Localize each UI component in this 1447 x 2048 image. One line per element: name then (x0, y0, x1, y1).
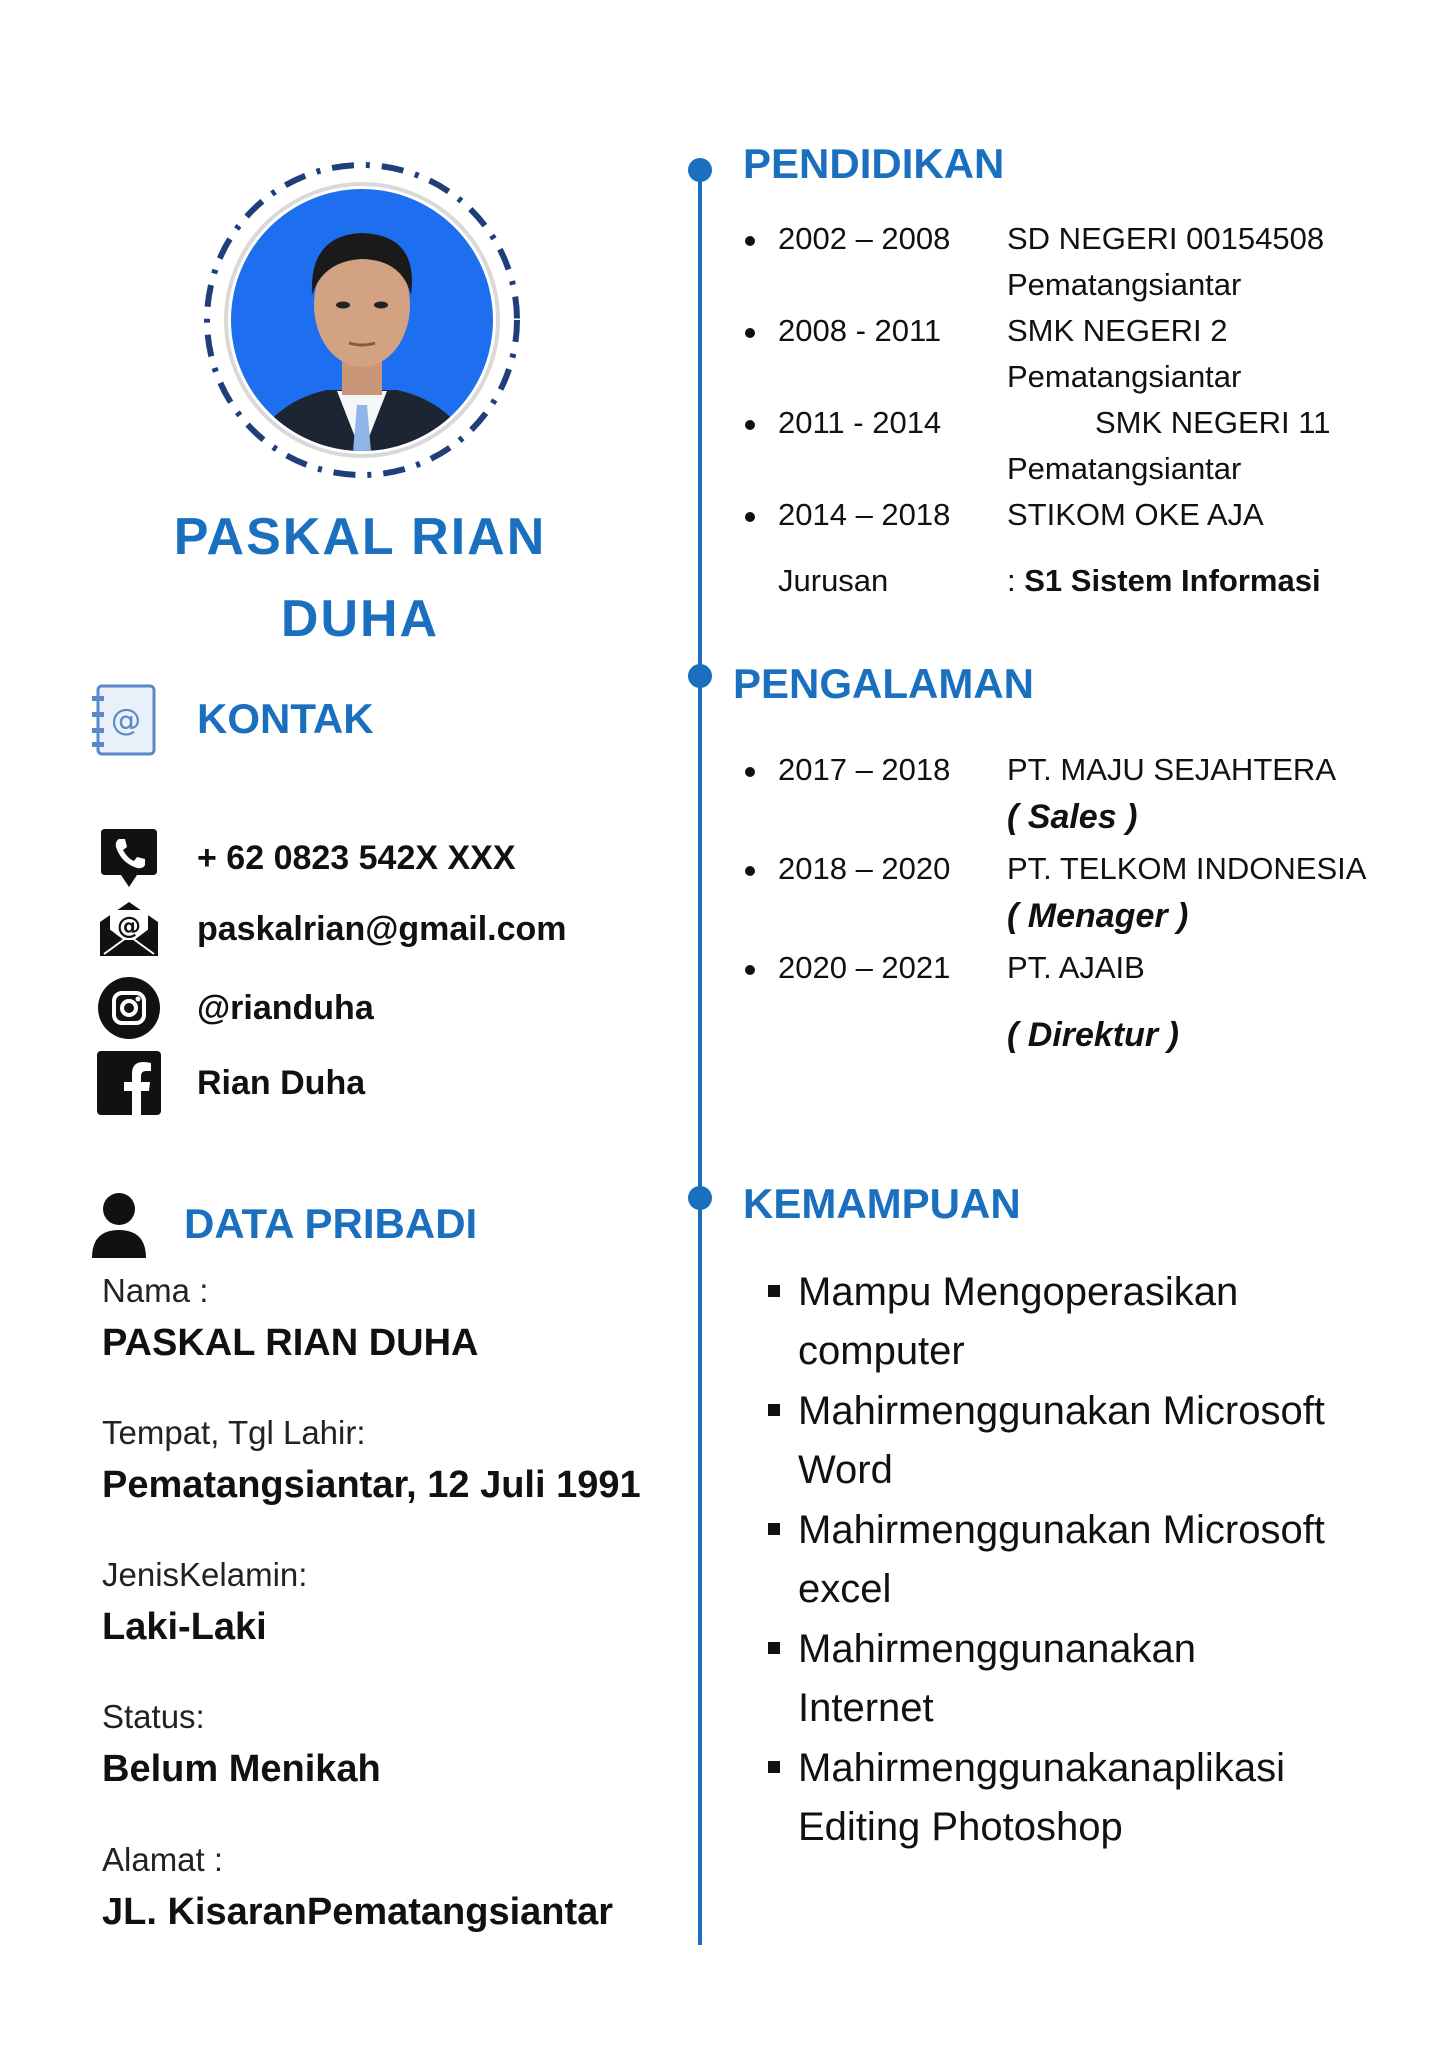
jurusan-label: Jurusan (778, 563, 889, 598)
svg-text:@: @ (117, 912, 141, 940)
skill-item-2 (798, 1382, 1398, 1500)
dp-value-alamat: JL. KisaranPematangsiantar (102, 1891, 614, 1933)
timeline-dot-kemampuan (688, 1186, 712, 1210)
address-book-icon (88, 682, 160, 763)
pengalaman-years-2: 2018 – 2020 (778, 851, 951, 886)
phone-text[interactable]: + 62 0823 542X XXX (197, 838, 516, 877)
skill-4-line2: Internet (798, 1686, 934, 1730)
pengalaman-bullet-3 (745, 965, 755, 975)
person-icon (90, 1192, 148, 1265)
skill-bullet-3 (768, 1523, 780, 1535)
pendidikan-bullet-2 (745, 328, 755, 338)
pendidikan-years-2: 2008 - 2011 (778, 313, 942, 348)
pengalaman-bullet-1 (745, 767, 755, 777)
kemampuan-title: KEMAMPUAN (743, 1180, 1021, 1227)
pengalaman-years-3: 2020 – 2021 (778, 950, 951, 985)
skill-5-line1: Mahirmenggunakanaplikasi (798, 1746, 1285, 1790)
jurusan-value: S1 Sistem Informasi (1024, 563, 1321, 598)
pengalaman-years-1: 2017 – 2018 (778, 752, 951, 787)
dp-value-jk: Laki-Laki (102, 1606, 267, 1648)
pendidikan-bullet-3 (745, 420, 755, 430)
instagram-icon (96, 975, 162, 1041)
skill-2-line1: Mahirmenggunakan Microsoft (798, 1389, 1325, 1433)
dp-label-jk: JenisKelamin: (102, 1556, 308, 1593)
pendidikan-years-4: 2014 – 2018 (778, 497, 951, 532)
facebook-row (96, 1048, 366, 1118)
pengalaman-role-3: ( Direktur ) (1007, 1016, 1179, 1054)
pendidikan-school-2: SMK NEGERI 2 (1007, 313, 1228, 348)
pengalaman-role-2: ( Menager ) (1007, 897, 1189, 935)
email-row (96, 894, 567, 964)
skill-3-line2: excel (798, 1567, 892, 1611)
pendidikan-years-3: 2011 - 2014 (778, 405, 942, 440)
dp-label-status: Status: (102, 1698, 205, 1735)
phone-row (96, 823, 516, 893)
pendidikan-years-1: 2002 – 2008 (778, 221, 951, 256)
skill-bullet-1 (768, 1285, 780, 1297)
instagram-row (96, 973, 374, 1043)
pendidikan-school-2b: Pematangsiantar (1007, 359, 1242, 394)
skill-item-3 (798, 1501, 1398, 1619)
dp-value-ttl: Pematangsiantar, 12 Juli 1991 (102, 1464, 641, 1506)
data-pribadi-title: DATA PRIBADI (184, 1200, 478, 1247)
skill-1-line1: Mampu Mengoperasikan (798, 1270, 1239, 1314)
dp-label-alamat: Alamat : (102, 1841, 224, 1878)
skill-3-line1: Mahirmenggunakan Microsoft (798, 1508, 1325, 1552)
facebook-text[interactable]: Rian Duha (197, 1063, 366, 1102)
skill-2-line2: Word (798, 1448, 893, 1492)
timeline-line (698, 163, 702, 1945)
dp-label-nama: Nama : (102, 1272, 209, 1309)
pendidikan-bullet-4 (745, 512, 755, 522)
pendidikan-title: PENDIDIKAN (743, 140, 1005, 187)
instagram-text[interactable]: @rianduha (197, 988, 374, 1027)
svg-text:@: @ (111, 703, 141, 738)
profile-photo-svg (197, 155, 527, 485)
profile-name (100, 496, 620, 660)
skill-bullet-2 (768, 1404, 780, 1416)
skill-bullet-5 (768, 1761, 780, 1773)
facebook-icon (96, 1050, 162, 1116)
timeline-dot-pendidikan (688, 158, 712, 182)
dp-label-ttl: Tempat, Tgl Lahir: (102, 1414, 366, 1451)
email-icon (96, 896, 162, 962)
pengalaman-title: PENGALAMAN (733, 660, 1034, 707)
jurusan-row (1007, 563, 1321, 599)
skill-item-5 (798, 1739, 1398, 1857)
pendidikan-school-1b: Pematangsiantar (1007, 267, 1242, 302)
kontak-title: KONTAK (197, 695, 374, 742)
jurusan-sep: : (1007, 563, 1025, 598)
pendidikan-school-1: SD NEGERI 00154508 (1007, 221, 1325, 256)
dp-value-nama: PASKAL RIAN DUHA (102, 1322, 479, 1364)
pendidikan-school-3: SMK NEGERI 11 (1095, 405, 1331, 440)
skill-4-line1: Mahirmenggunanakan (798, 1627, 1197, 1671)
pengalaman-role-1: ( Sales ) (1007, 798, 1138, 836)
skill-bullet-4 (768, 1642, 780, 1654)
pendidikan-school-4: STIKOM OKE AJA (1007, 497, 1264, 532)
skill-5-line2: Editing Photoshop (798, 1805, 1123, 1849)
profile-name-line1: PASKAL RIAN (173, 508, 547, 566)
dp-value-status: Belum Menikah (102, 1748, 381, 1790)
pendidikan-school-3b: Pematangsiantar (1007, 451, 1242, 486)
skill-item-4 (798, 1620, 1398, 1738)
skill-item-1 (798, 1263, 1398, 1381)
profile-photo (197, 155, 527, 485)
email-text[interactable]: paskalrian@gmail.com (197, 909, 567, 948)
pengalaman-company-2: PT. TELKOM INDONESIA (1007, 851, 1367, 886)
timeline-dot-pengalaman (688, 664, 712, 688)
pengalaman-bullet-2 (745, 866, 755, 876)
phone-icon (96, 825, 162, 891)
profile-name-line2: DUHA (280, 590, 440, 648)
pengalaman-company-3: PT. AJAIB (1007, 950, 1145, 985)
skill-1-line2: computer (798, 1329, 965, 1373)
pengalaman-company-1: PT. MAJU SEJAHTERA (1007, 752, 1336, 787)
pendidikan-bullet-1 (745, 236, 755, 246)
